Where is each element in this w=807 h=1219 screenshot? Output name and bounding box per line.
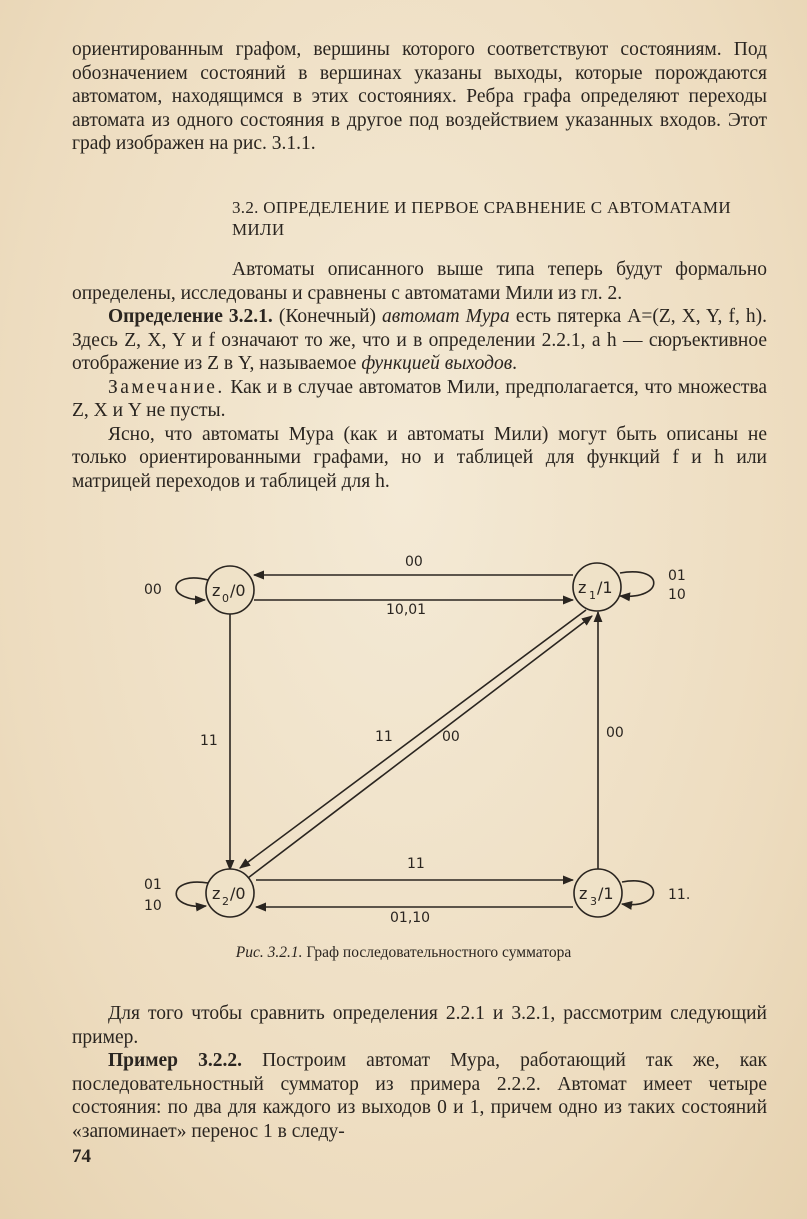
text-block-definition [72, 258, 767, 493]
label-z2-to-z3: 11 [407, 856, 425, 872]
svg-text:0: 0 [222, 592, 229, 605]
definition-pre: (Конечный) [272, 306, 383, 327]
loop-z1 [620, 572, 654, 597]
definition-term: автомат Мура [382, 306, 510, 327]
svg-text:z: z [212, 581, 221, 600]
svg-text:/1: /1 [598, 884, 614, 903]
page-number: 74 [72, 1146, 91, 1167]
svg-text:/1: /1 [597, 578, 613, 597]
label-z0-to-z1: 10,01 [386, 602, 427, 618]
example-paragraph [72, 1049, 767, 1143]
paragraph-continuation: ориентированным графом, вершины которого соответствуют состояниям. Под обозначением состояний в вершинах указаны выходы, которые порождаются автоматом, находящимся в этих состояниях. Ребра графа определяют переходы автомата из одного состояния в другое под воздействием указанных входов. Этот граф изображен на рис. 3.1.1. [72, 39, 767, 154]
label-z1-to-z0: 00 [405, 554, 423, 570]
label-loop-z3: 11. [668, 887, 691, 903]
label-z3-to-z1: 00 [606, 725, 624, 741]
remark-body: Как и в случае автоматов Мили, предполагается, что множества Z, X и Y не пусты. [72, 376, 767, 421]
svg-text:z: z [212, 884, 221, 903]
label-loop-z1-a: 01 [668, 568, 686, 584]
loop-z3 [622, 881, 654, 905]
figure-caption [0, 944, 807, 962]
svg-text:z: z [578, 578, 587, 597]
example-body: Построим автомат Мура, работающий так же, как последовательностный сумматор из примера 2.2.2. Автомат имеет четыре состояния: по два для каждого из выходов 0 и 1, причем одно из таких состояний «запоминает» перенос 1 в следу- [72, 1050, 768, 1142]
section-heading: 3.2. ОПРЕДЕЛЕНИЕ И ПЕРВОЕ СРАВНЕНИЕ С АВТОМАТАМИ МИЛИ [232, 198, 731, 239]
loop-z0 [176, 578, 208, 600]
text-block-bottom [72, 1002, 767, 1143]
label-diag-a: 11 [375, 729, 393, 745]
figure-caption-text: Граф последовательностного сумматора [302, 944, 572, 961]
label-z3-to-z2: 01,10 [390, 910, 431, 926]
svg-text:3: 3 [590, 895, 597, 908]
remark-label: Замечание. [108, 376, 225, 398]
label-loop-z1-b: 10 [668, 587, 686, 603]
paragraph-graphs: Ясно, что автоматы Мура (как и автоматы Мили) могут быть описаны не только ориентированными графами, но и таблицей для функций f и h или матрицей переходов и таблицей для h. [72, 423, 767, 492]
svg-text:/0: /0 [230, 581, 246, 600]
definition-label: Определение 3.2.1. [108, 306, 273, 327]
definition-term-2: функцией выходов [361, 353, 513, 374]
loop-z2 [176, 882, 208, 906]
definition-body: есть пятерка A=(Z, X, Y, f, h). Здесь Z, X, Y и f означают то же, что и в определении 2.2.1, а h — сюръективное отображение из Z в Y, называемое [72, 306, 767, 374]
svg-text:2: 2 [222, 895, 229, 908]
definition-paragraph [72, 305, 767, 376]
example-label: Пример 3.2.2. [108, 1050, 242, 1071]
node-z1 [573, 563, 621, 611]
edge-diag-z2-to-z1 [248, 616, 592, 878]
svg-text:1: 1 [589, 589, 596, 602]
paragraph-compare: Для того чтобы сравнить определения 2.2.1 и 3.2.1, рассмотрим следующий пример. [72, 1003, 767, 1048]
node-z0 [206, 566, 254, 614]
svg-text:z: z [579, 884, 588, 903]
definition-end: . [512, 353, 518, 374]
svg-text:/0: /0 [230, 884, 246, 903]
figure-caption-label: Рис. 3.2.1. [235, 944, 303, 961]
node-z2 [206, 869, 254, 917]
edge-diag-z1-to-z2 [240, 610, 586, 868]
paragraph-intro: Автоматы описанного выше типа теперь будут формально определены, исследованы и сравнены с автоматами Мили из гл. 2. [72, 259, 767, 304]
label-loop-z2-a: 01 [144, 877, 162, 893]
node-z3 [574, 869, 622, 917]
label-diag-b: 00 [442, 729, 460, 745]
text-block-top [72, 38, 767, 156]
label-loop-z0: 00 [144, 582, 162, 598]
state-graph-figure [0, 540, 807, 940]
label-z0-to-z2: 11 [200, 733, 218, 749]
remark-paragraph [72, 376, 767, 423]
label-loop-z2-b: 10 [144, 898, 162, 914]
